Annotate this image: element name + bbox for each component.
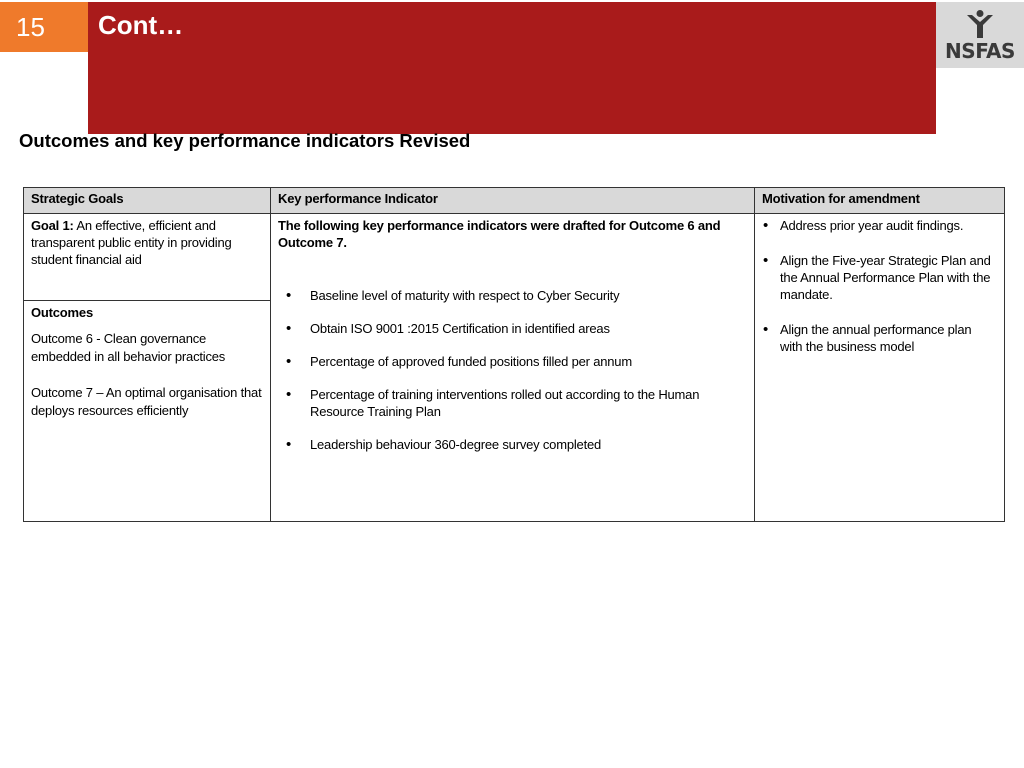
list-item: • Percentage of training interventions rolled out according to the Human Resource Training Plan	[310, 386, 747, 420]
slide-title: Cont…	[98, 10, 184, 40]
outcome-7: Outcome 7 – An optimal organisation that deploys resources efficiently	[31, 385, 262, 418]
goal-cell	[24, 214, 271, 301]
header-kpi: Key performance Indicator	[271, 188, 755, 214]
list-item: • Align the annual performance plan with the business model	[780, 321, 997, 355]
goal-label: Goal 1:	[31, 218, 74, 233]
outcomes-cell	[24, 301, 271, 522]
kpi-list	[278, 287, 747, 453]
list-item: • Percentage of approved funded positions filled per annum	[310, 353, 747, 370]
list-item: • Leadership behaviour 360-degree survey completed	[310, 436, 747, 453]
nsfas-logo	[936, 2, 1024, 68]
logo-text: NSFAS	[945, 39, 1015, 63]
motivation-list	[762, 217, 997, 355]
kpi-cell	[271, 214, 755, 522]
slide-subtitle: Outcomes and key performance indicators Revised	[19, 130, 471, 151]
list-item: • Baseline level of maturity with respect to Cyber Security	[310, 287, 747, 304]
header-motivation: Motivation for amendment	[755, 188, 1005, 214]
slide-number: 15	[0, 2, 88, 52]
title-banner	[88, 2, 936, 134]
list-item: • Align the Five-year Strategic Plan and the Annual Performance Plan with the mandate.	[780, 252, 997, 303]
outcome-6: Outcome 6 - Clean governance embedded in all behavior practices	[31, 331, 226, 364]
goal-text: An effective, efficient and transparent public entity in providing student financial aid	[31, 218, 232, 267]
motivation-cell	[755, 214, 1005, 522]
kpi-intro: The following key performance indicators were drafted for Outcome 6 and Outcome 7.	[278, 218, 721, 250]
list-item: • Obtain ISO 9001 :2015 Certification in identified areas	[310, 320, 747, 337]
person-figure-icon	[965, 9, 995, 39]
list-item: • Address prior year audit findings.	[780, 217, 997, 234]
table-row	[24, 214, 1005, 301]
kpi-table	[23, 187, 1005, 522]
header-strategic-goals: Strategic Goals	[24, 188, 271, 214]
outcomes-heading: Outcomes	[31, 305, 93, 320]
table-header-row	[24, 188, 1005, 214]
